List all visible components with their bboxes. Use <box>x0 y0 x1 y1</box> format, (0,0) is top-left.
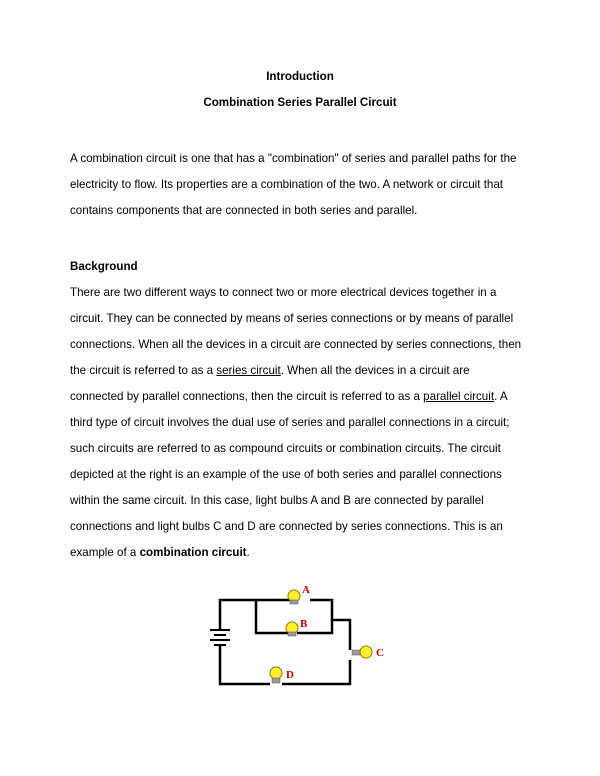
background-line <box>70 390 508 403</box>
text-span: example of a <box>70 546 140 559</box>
background-line: third type of circuit involves the dual use of series and parallel connections in a circuit; <box>70 416 510 429</box>
bulb-a-label: A <box>302 584 310 596</box>
combination-circuit-term: combination circuit <box>139 546 247 559</box>
battery-icon <box>210 630 230 650</box>
background-line <box>70 364 470 377</box>
intro-line: contains components that are connected in both series and parallel. <box>70 204 418 217</box>
series-circuit-link[interactable]: series circuit <box>216 364 281 377</box>
background-line: within the same circuit. In this case, light bulbs A and B are connected by parallel <box>70 494 484 507</box>
intro-line: A combination circuit is one that has a "combination" of series and parallel paths for the <box>70 152 517 165</box>
bulb-d-icon <box>270 667 282 683</box>
page-subtitle: Combination Series Parallel Circuit <box>203 96 397 109</box>
text-span: the circuit is referred to as a <box>70 364 217 377</box>
bulb-a-icon <box>288 590 300 604</box>
bulb-c-label: C <box>376 647 384 659</box>
text-span: . When all the devices in a circuit are <box>280 364 470 377</box>
circuit-wires <box>220 600 350 684</box>
intro-line: electricity to flow. Its properties are a combination of the two. A network or circuit that <box>70 178 504 191</box>
text-span: connected by parallel connections, then the circuit is referred to as a <box>70 390 424 403</box>
background-line: depicted at the right is an example of the use of both series and parallel connections <box>70 468 502 481</box>
page-title: Introduction <box>266 70 334 83</box>
background-line: There are two different ways to connect two or more electrical devices together in a <box>70 286 497 299</box>
bulb-b-icon <box>286 622 298 636</box>
background-line: such circuits are referred to as compound circuits or combination circuits. The circuit <box>70 442 501 455</box>
background-line: connections and light bulbs C and D are connected by series connections. This is an <box>70 520 503 533</box>
bulb-d-label: D <box>286 669 294 681</box>
background-line: circuit. They can be connected by means of series connections or by means of parallel <box>70 312 514 325</box>
background-heading: Background <box>70 260 138 273</box>
bulb-c-icon <box>352 646 372 658</box>
parallel-circuit-link[interactable]: parallel circuit <box>423 390 495 403</box>
background-line <box>70 546 250 559</box>
combination-circuit-diagram <box>200 570 400 695</box>
bulb-b-label: B <box>300 618 308 630</box>
text-span: . A <box>494 390 508 403</box>
text-span: . <box>246 546 250 559</box>
background-line: connections. When all the devices in a circuit are connected by series connections, then <box>70 338 522 351</box>
